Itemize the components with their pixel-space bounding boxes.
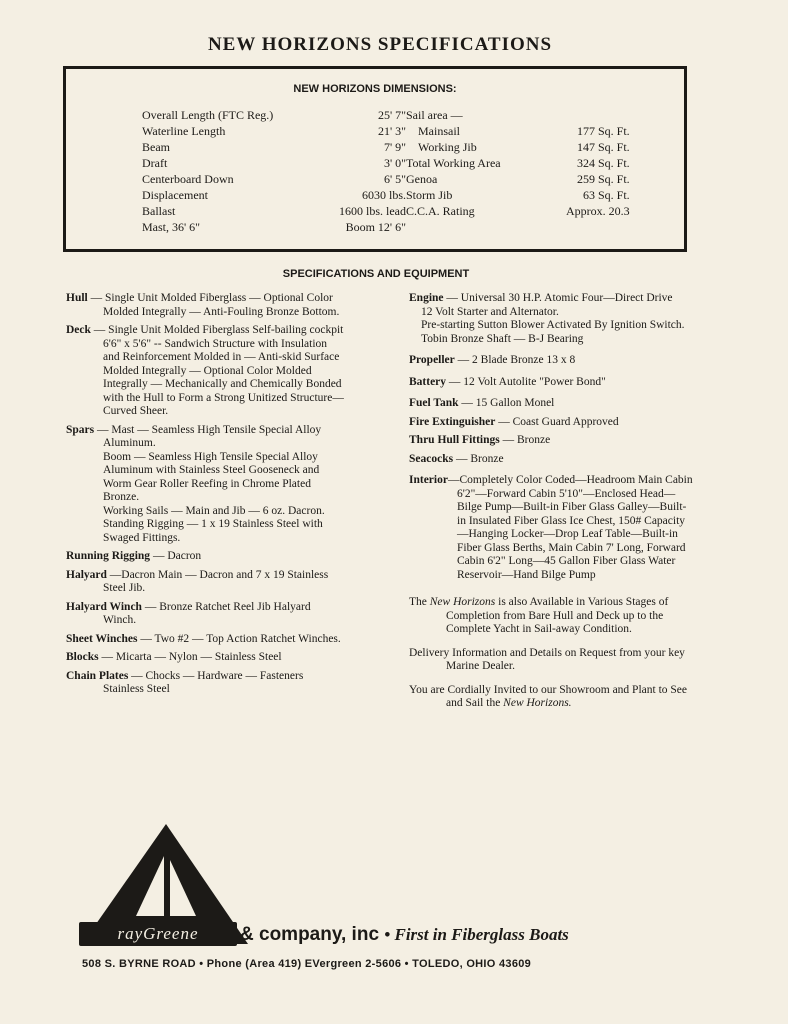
spec-deck bbox=[66, 324, 346, 419]
spec-engine bbox=[409, 292, 693, 346]
spec-head: Blocks bbox=[66, 651, 99, 663]
spec-text: — Coast Guard Approved bbox=[498, 415, 619, 428]
note-text: The bbox=[409, 596, 427, 608]
spec-head: Halyard Winch bbox=[66, 600, 142, 613]
spec-text: — Micarta — Nylon — Stainless Steel bbox=[101, 651, 282, 663]
spec-engine-starter: 12 Volt Starter and Alternator. bbox=[421, 305, 559, 318]
dim-label: Working Jib bbox=[418, 140, 477, 154]
dimensions-heading: NEW HORIZONS DIMENSIONS: bbox=[293, 83, 457, 95]
spec-halyard-winch bbox=[66, 601, 346, 628]
spec-head: Seacocks bbox=[409, 452, 454, 465]
dim-label: Overall Length (FTC Reg.) bbox=[142, 108, 274, 122]
spec-chain-plates bbox=[66, 670, 346, 697]
spec-text: — Mast — Seamless High Tensile Special Alloy Aluminum. bbox=[97, 423, 322, 449]
dim-row bbox=[142, 139, 406, 155]
dim-row bbox=[142, 155, 406, 171]
spec-fire-extinguisher bbox=[409, 416, 693, 430]
spec-sheet-winches bbox=[66, 633, 346, 647]
spec-head: Fire Extinguisher bbox=[409, 415, 496, 428]
invitation-note bbox=[409, 684, 693, 711]
dim-row bbox=[142, 219, 406, 235]
spec-text: — 2 Blade Bronze 13 x 8 bbox=[457, 354, 576, 366]
dim-value: 3' 0" bbox=[383, 156, 406, 170]
delivery-note: Delivery Information and Details on Request from your key Marine Dealer. bbox=[409, 646, 685, 672]
dim-row bbox=[142, 187, 406, 203]
dim-value: 21' 3" bbox=[377, 124, 406, 138]
dim-row bbox=[406, 203, 630, 219]
spec-head: Thru Hull Fittings bbox=[409, 434, 500, 446]
spec-text: — 12 Volt Autolite "Power Bond" bbox=[448, 375, 606, 388]
dimensions-right-table bbox=[406, 107, 630, 219]
dim-value: 177 Sq. Ft. bbox=[576, 124, 630, 138]
dim-value: 1600 lbs. lead bbox=[339, 204, 406, 218]
spec-spars-boom: Boom — Seamless High Tensile Special Alloy Aluminum with Stainless Steel Gooseneck and Worm Gear Roller Reefing in Chrome Plated Bronze. bbox=[103, 450, 320, 503]
dim-value bbox=[566, 107, 630, 123]
spec-engine-blower: Pre-starting Sutton Blower Activated By Ignition Switch. bbox=[421, 319, 685, 331]
spec-text: — Chocks — Hardware — Fasteners Stainless Steel bbox=[103, 669, 304, 695]
spec-text: — Bronze bbox=[502, 434, 551, 446]
company-address: 508 S. BYRNE ROAD • Phone (Area 419) EVergreen 2-5606 • TOLEDO, OHIO 43609 bbox=[82, 958, 532, 970]
specs-right-column bbox=[409, 292, 693, 716]
dim-label: Ballast bbox=[142, 204, 176, 218]
spec-head: Interior bbox=[409, 474, 448, 486]
spec-head: Spars bbox=[66, 423, 95, 436]
spec-interior bbox=[409, 474, 693, 582]
spec-text: — Bronze Ratchet Reel Jib Halyard Winch. bbox=[103, 600, 311, 626]
spec-head: Chain Plates bbox=[66, 669, 129, 682]
spec-running-rigging bbox=[66, 550, 346, 564]
spec-text: — Universal 30 H.P. Atomic Four—Direct Drive bbox=[446, 292, 673, 304]
dimensions-box bbox=[63, 66, 687, 252]
spec-text: — 15 Gallon Monel bbox=[461, 397, 555, 409]
dim-value: Boom 12' 6" bbox=[345, 220, 406, 234]
spec-text: — Two #2 — Top Action Ratchet Winches. bbox=[140, 632, 341, 645]
dim-row bbox=[142, 203, 406, 219]
dim-value: 6' 5" bbox=[383, 172, 406, 186]
dim-value: 324 Sq. Ft. bbox=[576, 156, 630, 170]
spec-spars bbox=[66, 424, 346, 546]
company-line bbox=[240, 924, 569, 946]
spec-fuel-tank bbox=[409, 397, 693, 411]
dim-value: 259 Sq. Ft. bbox=[576, 172, 630, 186]
spec-hull bbox=[66, 292, 346, 319]
dim-label: Mainsail bbox=[418, 124, 460, 138]
dim-row bbox=[142, 171, 406, 187]
spec-head: Battery bbox=[409, 375, 447, 388]
availability-note bbox=[409, 596, 693, 637]
dim-label: Waterline Length bbox=[142, 124, 226, 138]
spec-battery bbox=[409, 376, 693, 390]
spec-propeller bbox=[409, 354, 693, 368]
dim-label: Total Working Area bbox=[406, 156, 501, 170]
dim-label: Sail area — bbox=[406, 108, 463, 122]
dim-label: C.C.A. Rating bbox=[406, 204, 475, 218]
spec-head: Fuel Tank bbox=[409, 397, 459, 409]
note-text: is also Available in Various Stages of Completion from Bare Hull and Deck up to the Complete Yacht in Sail-away Condition. bbox=[446, 596, 669, 635]
dim-value: Approx. 20.3 bbox=[566, 204, 630, 218]
spec-seacocks bbox=[409, 453, 693, 467]
spec-text: — Dacron bbox=[152, 550, 202, 562]
spec-text: — Bronze bbox=[455, 452, 504, 465]
dim-value: 25' 7" bbox=[377, 108, 406, 122]
dim-label: Genoa bbox=[406, 172, 438, 186]
spec-text: — Single Unit Molded Fiberglass — Optional Color Molded Integrally — Anti-Fouling Bronze Bottom. bbox=[90, 292, 340, 318]
dim-label: Mast, 36' 6" bbox=[142, 220, 201, 234]
specifications-heading: SPECIFICATIONS AND EQUIPMENT bbox=[282, 268, 470, 280]
boat-name: New Horizons. bbox=[503, 697, 572, 709]
note-text: You are Cordially Invited to our Showroom and Plant to See and Sail the bbox=[409, 683, 687, 709]
dim-row bbox=[406, 187, 630, 203]
dim-value: 147 Sq. Ft. bbox=[576, 140, 630, 154]
spec-thru-hull bbox=[409, 434, 693, 448]
dim-label: Displacement bbox=[142, 188, 208, 202]
spec-text: —Completely Color Coded—Headroom Main Cabin 6'2"—Forward Cabin 5'10"—Enclosed Head—Bilge Pump—Built-in Fiber Glass Galley—Built-in Insulated Fiber Glass Ice Chest, 150# Capacity—Hanging Locker—Drop Leaf Table—Built-in Fiber Glass Berths, Main Cabin 7' Long, Forward Cabin 6'2" Long—45 Gallon Fiber Glass Water Reservoir—Hand Bilge Pump bbox=[447, 474, 693, 581]
boat-name: New Horizons bbox=[429, 596, 496, 608]
brand-name: rayGreene bbox=[79, 922, 237, 946]
dim-value: 6030 lbs. bbox=[361, 188, 406, 202]
company-tagline: • First in Fiberglass Boats bbox=[384, 925, 569, 944]
dim-row bbox=[406, 171, 630, 187]
dim-row bbox=[406, 139, 630, 155]
spec-engine-shaft: Tobin Bronze Shaft — B-J Bearing bbox=[421, 332, 584, 345]
company-name: & company, inc bbox=[240, 924, 380, 945]
spec-text: — Single Unit Molded Fiberglass Self-bailing cockpit 6'6" x 5'6" -- Sandwich Structure with Insulation and Reinforcement Molded in — Anti-skid Surface Molded Integrally — Optional Color Molded Integrally — Mechanically and Chemically Bonded with the Hull to Form a Strong Unitized Structure—Curved Sheer. bbox=[93, 324, 344, 417]
spec-head: Running Rigging bbox=[66, 550, 151, 562]
spec-head: Deck bbox=[66, 324, 91, 336]
dim-row bbox=[142, 123, 406, 139]
page-title: NEW HORIZONS SPECIFICATIONS bbox=[207, 34, 553, 55]
spec-spars-rigging: Standing Rigging — 1 x 19 Stainless Steel with Swaged Fittings. bbox=[103, 518, 323, 544]
dimensions-left-table bbox=[142, 107, 406, 235]
dim-label: Centerboard Down bbox=[142, 172, 234, 186]
dim-row bbox=[142, 107, 406, 123]
dim-label: Storm Jib bbox=[406, 188, 453, 202]
spec-head: Halyard bbox=[66, 568, 107, 581]
spec-head: Sheet Winches bbox=[66, 632, 138, 645]
spec-head: Propeller bbox=[409, 354, 455, 366]
dim-row bbox=[406, 155, 630, 171]
spec-blocks bbox=[66, 651, 346, 665]
dim-value: 63 Sq. Ft. bbox=[582, 188, 630, 202]
dim-row bbox=[406, 107, 630, 123]
dim-label: Beam bbox=[142, 140, 170, 154]
spec-halyard bbox=[66, 569, 346, 596]
dim-row bbox=[406, 123, 630, 139]
dim-label: Draft bbox=[142, 156, 168, 170]
specs-left-column bbox=[66, 292, 346, 702]
spec-spars-sails: Working Sails — Main and Jib — 6 oz. Dacron. bbox=[103, 504, 325, 517]
spec-head: Hull bbox=[66, 292, 88, 304]
dim-value: 7' 9" bbox=[383, 140, 406, 154]
spec-head: Engine bbox=[409, 292, 444, 304]
spec-text: —Dacron Main — Dacron and 7 x 19 Stainless Steel Jib. bbox=[103, 568, 329, 594]
